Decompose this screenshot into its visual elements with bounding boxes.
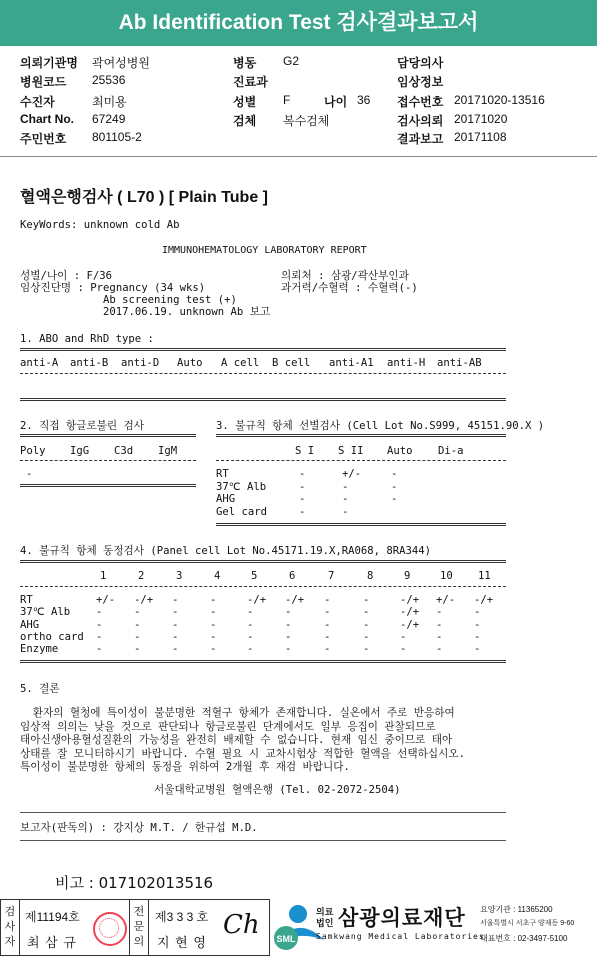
panel-cell: - [363, 618, 370, 631]
inspector-seal-icon [93, 912, 127, 946]
panel-cell: - [363, 643, 370, 656]
panel-column-header: 2 [138, 570, 145, 582]
specimen-value: 복수검체 [283, 114, 330, 128]
panel-column-header: 4 [214, 570, 221, 582]
remark: 비고 : 017102013516 [55, 874, 214, 892]
abo-column-header: anti-A [20, 357, 59, 369]
screen-cell: - [342, 480, 349, 493]
panel-rule-bottom [20, 660, 506, 663]
ward-label: 병동 [233, 56, 257, 70]
patient-value: 최미용 [92, 95, 127, 109]
title-bar [0, 0, 597, 46]
panel-column-header: 11 [478, 570, 491, 582]
panel-row-label: ortho card [20, 630, 84, 643]
dat-column-header: IgG [70, 445, 90, 457]
panel-row-label: Enzyme [20, 643, 59, 656]
specimen-label: 검체 [233, 114, 257, 128]
approver-name: 지 현 영 [157, 935, 207, 950]
result-title: 5. 결론 [20, 683, 60, 695]
panel-cell: - [436, 643, 443, 656]
screen-cell: - [342, 493, 349, 505]
request-value: 20171020 [454, 112, 508, 126]
dat-column-header: IgM [158, 445, 178, 457]
screen-cell: - [299, 480, 306, 493]
panel-cell: - [363, 630, 370, 643]
contact-phone: 대표번호 : 02-3497-5100 [480, 934, 568, 943]
receipt-label: 접수번호 [397, 95, 444, 109]
dat-column-header: Poly [20, 445, 46, 457]
dept-label: 진료과 [233, 75, 268, 89]
screen-cell: - [299, 468, 306, 480]
panel-column-header: 7 [328, 570, 335, 582]
dat-rule-bottom [20, 484, 196, 487]
panel-column-header: 5 [251, 570, 258, 582]
abo-column-header: B cell [272, 357, 311, 369]
screen-row-label: 37℃ Alb [216, 480, 267, 493]
panel-cell: - [210, 630, 217, 643]
panel-cell: - [247, 606, 254, 619]
request-label: 검사의뢰 [397, 114, 444, 128]
screen-cell: +/- [342, 468, 362, 480]
lab-title: IMMUNOHEMATOLOGY LABORATORY REPORT [162, 245, 367, 256]
org-english: Samkwang Medical Laboratories [316, 932, 485, 941]
contact-address: 서울특별시 서초구 양재동 9-60 [480, 920, 575, 927]
panel-cell: - [96, 618, 103, 631]
panel-cell: -/+ [247, 594, 267, 606]
panel-cell: - [324, 606, 331, 619]
panel-cell: +/- [96, 594, 116, 606]
panel-cell: - [363, 606, 370, 619]
panel-cell: - [172, 606, 179, 619]
panel-cell: -/+ [400, 594, 420, 606]
panel-rule-top [20, 560, 506, 563]
screen-column-header: S I [295, 445, 315, 457]
panel-cell: - [285, 630, 292, 643]
abo-rule-bottom [20, 398, 506, 401]
panel-cell: - [247, 643, 254, 656]
panel-cell: - [172, 618, 179, 631]
rrn-value: 801105-2 [92, 130, 142, 144]
panel-cell: - [474, 643, 481, 656]
screen-rule-mid [216, 460, 506, 461]
panel-cell: -/+ [134, 594, 154, 606]
screen-row-label: Gel card [216, 505, 268, 518]
panel-column-header: 10 [440, 570, 453, 582]
screen-column-header: S II [338, 445, 364, 457]
approver-label-cell [129, 900, 149, 955]
footer-signatures [0, 899, 270, 956]
info-history: 과거력/수혈력 : 수혈력(-) [281, 282, 418, 294]
panel-cell: -/+ [400, 618, 420, 631]
screen-column-header: Di-a [438, 445, 464, 457]
report-title: Ab Identification Test 검사결과보고서 [118, 11, 479, 34]
panel-cell: - [172, 630, 179, 643]
sex-value: F [283, 93, 291, 107]
hospital-code-value: 25536 [92, 73, 126, 87]
age-label: 나이 [324, 95, 348, 109]
clinical-label: 임상정보 [397, 75, 444, 89]
report-value: 20171108 [454, 130, 507, 144]
abo-column-header: Auto [177, 357, 203, 369]
panel-cell: - [96, 606, 103, 619]
screen-title: 3. 불규칙 항체 선별검사 (Cell Lot No.S999, 45151.90.X ) [216, 420, 545, 432]
hospital-code-label: 병원코드 [20, 75, 67, 89]
panel-cell: - [474, 606, 481, 619]
result-line: 임상적 의의는 낮을 것으로 판단되나 항글로불린 단계에서도 일부 응집이 관찰되므로 [20, 720, 436, 733]
reporter-rule-bottom [20, 840, 506, 841]
approver-no: 제3 3 3 호 [155, 910, 209, 924]
contact-code: 요양기관 : 11365200 [480, 905, 553, 914]
screen-cell: - [299, 505, 306, 518]
panel-title: 4. 불규칙 항체 동정검사 (Panel cell Lot No.45171.19.X,RA068, 8RA344) [20, 545, 432, 557]
panel-cell: - [210, 618, 217, 631]
screen-row-label: AHG [216, 493, 236, 505]
panel-cell: - [210, 643, 217, 656]
panel-cell: - [436, 606, 443, 619]
screen-cell: - [391, 480, 398, 493]
result-line: 상태를 잘 모니터하시기 바랍니다. 수혈 필요 시 교차시험상 적합한 혈액을 선택하십시오. [20, 747, 465, 760]
report-label: 결과보고 [397, 132, 444, 146]
section-title: 혈액은행검사 ( L70 ) [ Plain Tube ] [20, 189, 269, 206]
panel-column-header: 3 [176, 570, 183, 582]
receipt-value: 20171020-13516 [454, 93, 545, 107]
abo-column-header: anti-AB [437, 357, 482, 369]
info-sexage: 성별/나이 : F/36 [20, 270, 112, 282]
panel-cell: - [210, 606, 217, 619]
info-requester: 의뢰처 : 삼광/곽산부인과 [281, 270, 409, 282]
ward-value: G2 [283, 54, 300, 68]
abo-column-header: anti-D [121, 357, 160, 369]
panel-row-label: RT [20, 594, 33, 606]
panel-cell: - [285, 618, 292, 631]
panel-cell: - [172, 594, 179, 606]
abo-column-header: anti-H [387, 357, 426, 369]
dat-rule-mid [20, 460, 196, 461]
panel-cell: - [400, 630, 407, 643]
panel-column-header: 6 [289, 570, 296, 582]
panel-row-label: AHG [20, 618, 40, 631]
dat-rule-top [20, 434, 196, 437]
inspector-no: 제11194호 [25, 910, 80, 924]
org-type: 의료법인 [316, 907, 334, 928]
panel-cell: - [324, 643, 331, 656]
panel-cell: - [96, 630, 103, 643]
org-name: 삼광의료재단 [338, 907, 466, 930]
panel-cell: - [134, 643, 141, 656]
panel-cell: - [247, 618, 254, 631]
panel-cell: - [247, 630, 254, 643]
panel-cell: +/- [436, 594, 456, 606]
abo-column-header: A cell [221, 357, 260, 369]
chart-label: Chart No. [20, 112, 74, 126]
inspector-label-cell [1, 900, 20, 955]
panel-row-label: 37℃ Alb [20, 606, 71, 619]
header-divider [0, 156, 597, 157]
panel-cell: - [474, 618, 481, 631]
panel-cell: - [363, 594, 370, 606]
reporter: 보고자(판독의) : 강지상 M.T. / 한규섭 M.D. [20, 822, 258, 834]
panel-cell: - [134, 606, 141, 619]
screen-cell: - [342, 505, 349, 518]
panel-cell: - [172, 643, 179, 656]
panel-cell: - [324, 618, 331, 631]
result-signature: 서울대학교병원 혈액은행 (Tel. 02-2072-2504) [154, 784, 401, 796]
dat-value: - [26, 468, 33, 480]
inspector-label: 검사자 [4, 906, 16, 948]
screen-column-header: Auto [387, 445, 413, 457]
panel-cell: - [436, 630, 443, 643]
rrn-label: 주민번호 [20, 132, 67, 146]
result-line: 태아신생아용혈성질환의 가능성을 완전히 배제할 수 없습니다. 현재 임신 중이므로 태아 [20, 734, 453, 746]
panel-column-header: 8 [367, 570, 374, 582]
doctor-label: 담당의사 [397, 56, 444, 70]
panel-cell: - [400, 643, 407, 656]
screen-row-label: RT [216, 468, 229, 480]
sex-label: 성별 [233, 95, 257, 109]
patient-label: 수진자 [20, 95, 55, 109]
result-line: 특이성이 불분명한 항체의 동정을 위하여 2개월 후 재검 바랍니다. [20, 761, 350, 773]
abo-rule-mid [20, 373, 506, 374]
panel-column-header: 9 [404, 570, 411, 582]
logo-text: SML [276, 934, 296, 944]
abo-title: 1. ABO and RhD type : [20, 333, 154, 345]
abo-column-header: anti-B [70, 357, 109, 369]
dat-title: 2. 직접 항글로불린 검사 [20, 420, 144, 432]
screen-cell: - [391, 493, 398, 505]
panel-cell: - [474, 630, 481, 643]
result-line: 환자의 혈청에 특이성이 불분명한 적혈구 항체가 존재합니다. 실온에서 주로 반응하여 [20, 707, 455, 719]
approver-signature: Ch [223, 910, 260, 940]
reporter-rule-top [20, 812, 506, 813]
chart-value: 67249 [92, 112, 126, 126]
info-diagnosis-3: 2017.06.19. unknown Ab 보고 [103, 306, 271, 318]
inspector-name: 최 삼 규 [27, 935, 77, 950]
institution-label: 의뢰기관명 [20, 56, 78, 70]
panel-cell: - [285, 643, 292, 656]
panel-cell: -/+ [285, 594, 305, 606]
panel-column-header: 1 [100, 570, 107, 582]
panel-cell: -/+ [474, 594, 494, 606]
panel-cell: - [96, 643, 103, 656]
approver-label: 전문의 [133, 906, 145, 948]
screen-cell: - [391, 468, 398, 480]
keywords: KeyWords: unknown cold Ab [20, 219, 180, 231]
dat-column-header: C3d [114, 445, 134, 457]
panel-cell: - [134, 630, 141, 643]
institution-value: 곽여성병원 [92, 56, 150, 70]
panel-cell: - [210, 594, 217, 606]
panel-cell: - [285, 606, 292, 619]
abo-rule-top [20, 348, 506, 351]
screen-cell: - [299, 493, 306, 505]
screen-rule-top [216, 434, 506, 437]
abo-column-header: anti-A1 [329, 357, 374, 369]
info-diagnosis-2: Ab screening test (+) [103, 294, 237, 306]
screen-rule-bottom [216, 523, 506, 526]
panel-rule-mid [20, 586, 506, 587]
age-value: 36 [357, 93, 371, 107]
panel-cell: - [324, 630, 331, 643]
info-diagnosis: 임상진단명 : Pregnancy (34 wks) [20, 282, 206, 294]
panel-cell: - [324, 594, 331, 606]
panel-cell: - [436, 618, 443, 631]
panel-cell: -/+ [400, 606, 420, 619]
panel-cell: - [134, 618, 141, 631]
